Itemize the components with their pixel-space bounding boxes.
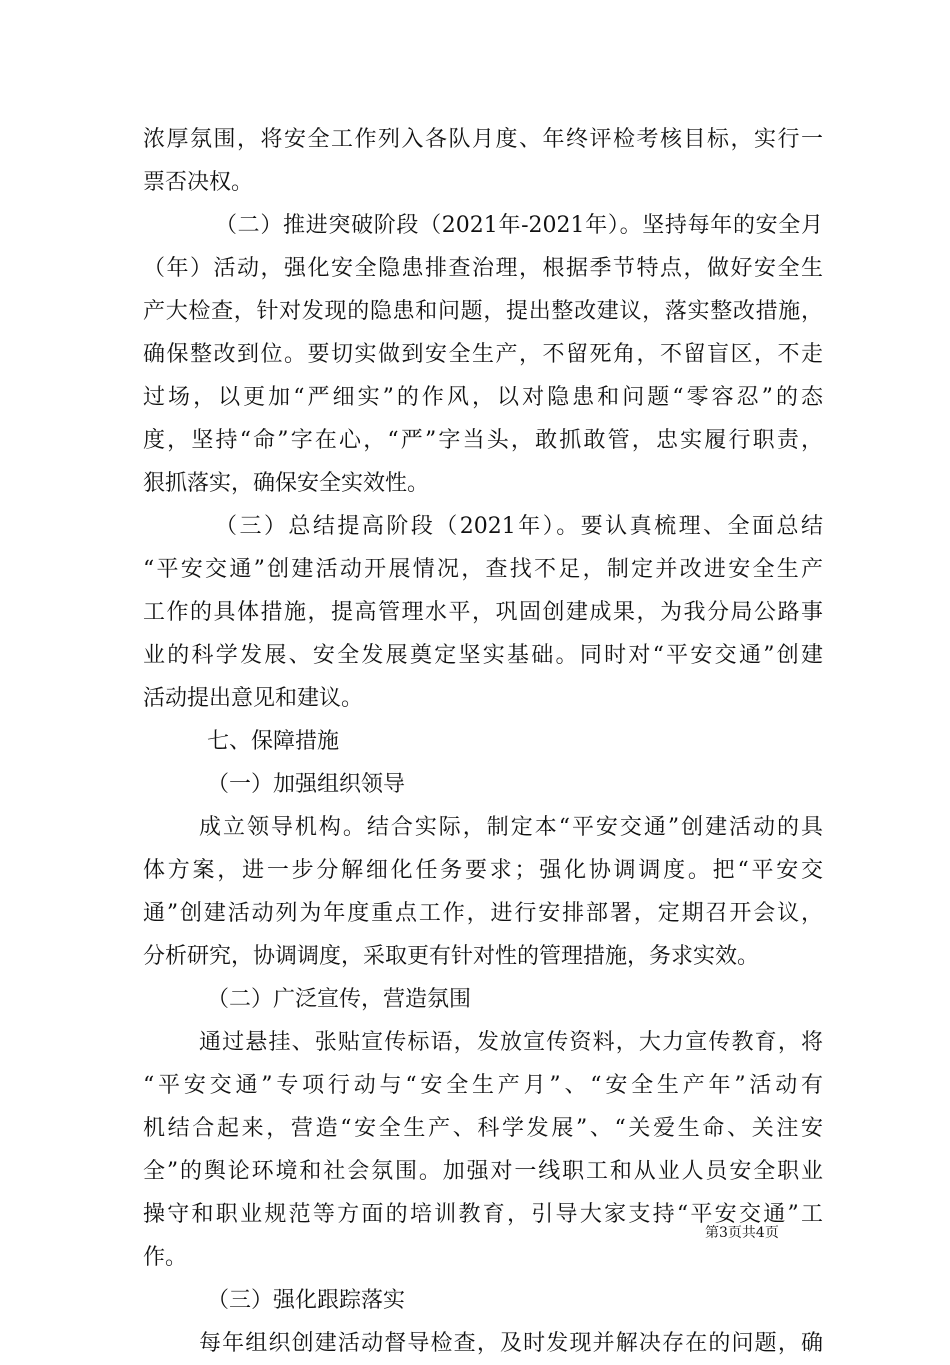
chapter-heading: 七、保障措施 [207, 729, 340, 754]
document-body [143, 118, 823, 1365]
body-line: （年）活动，强化安全隐患排查治理，根据季节特点，做好安全生 [143, 256, 823, 281]
body-line: 分析研究，协调调度，采取更有针对性的管理措施，务求实效。 [143, 944, 760, 969]
body-line: 度，坚持“命”字在心，“严”字当头，敢抓敢管，忠实履行职责， [143, 428, 823, 453]
body-line: “平安交通”专项行动与“安全生产月”、“安全生产年”活动有 [143, 1073, 823, 1098]
subsection-heading: （一）加强组织领导 [207, 772, 406, 797]
body-line: 票否决权。 [143, 170, 254, 195]
section-heading-line: （三）总结提高阶段（2021年）。要认真梳理、全面总结 [215, 514, 823, 539]
body-line: 通”创建活动列为年度重点工作，进行安排部署，定期召开会议， [143, 901, 823, 926]
body-line: 工作的具体措施，提高管理水平，巩固创建成果，为我分局公路事 [143, 600, 823, 625]
subsection-heading: （二）广泛宣传，营造氛围 [207, 987, 472, 1012]
body-line: 业的科学发展、安全发展奠定坚实基础。同时对“平安交通”创建 [143, 643, 823, 668]
body-line: 操守和职业规范等方面的培训教育，引导大家支持“平安交通”工 [143, 1202, 823, 1227]
body-line: 机结合起来，营造“安全生产、科学发展”、“关爱生命、关注安 [143, 1116, 823, 1141]
body-line: 通过悬挂、张贴宣传标语，发放宣传资料，大力宣传教育，将 [199, 1030, 823, 1055]
body-line: 过场，以更加“严细实”的作风，以对隐患和问题“零容忍”的态 [143, 385, 823, 410]
body-line: 产大检查，针对发现的隐患和问题，提出整改建议，落实整改措施， [143, 299, 823, 324]
body-line: 每年组织创建活动督导检查，及时发现并解决存在的问题，确 [199, 1331, 823, 1356]
page-indicator: 第3页共4页 [705, 1225, 779, 1241]
body-line: 作。 [143, 1245, 188, 1270]
body-line: 体方案，进一步分解细化任务要求；强化协调调度。把“平安交 [143, 858, 823, 883]
body-line: 成立领导机构。结合实际，制定本“平安交通”创建活动的具 [199, 815, 823, 840]
body-line: “平安交通”创建活动开展情况，查找不足，制定并改进安全生产 [143, 557, 823, 582]
body-line: 狠抓落实，确保安全实效性。 [143, 471, 430, 496]
subsection-heading: （三）强化跟踪落实 [207, 1288, 406, 1313]
body-line: 全”的舆论环境和社会氛围。加强对一线职工和从业人员安全职业 [143, 1159, 823, 1184]
body-line: 确保整改到位。要切实做到安全生产，不留死角，不留盲区，不走 [143, 342, 823, 367]
section-heading-line: （二）推进突破阶段（2021年-2021年）。坚持每年的安全月 [215, 213, 823, 238]
body-line: 活动提出意见和建议。 [143, 686, 364, 711]
body-line: 浓厚氛围，将安全工作列入各队月度、年终评检考核目标，实行一 [143, 127, 823, 152]
